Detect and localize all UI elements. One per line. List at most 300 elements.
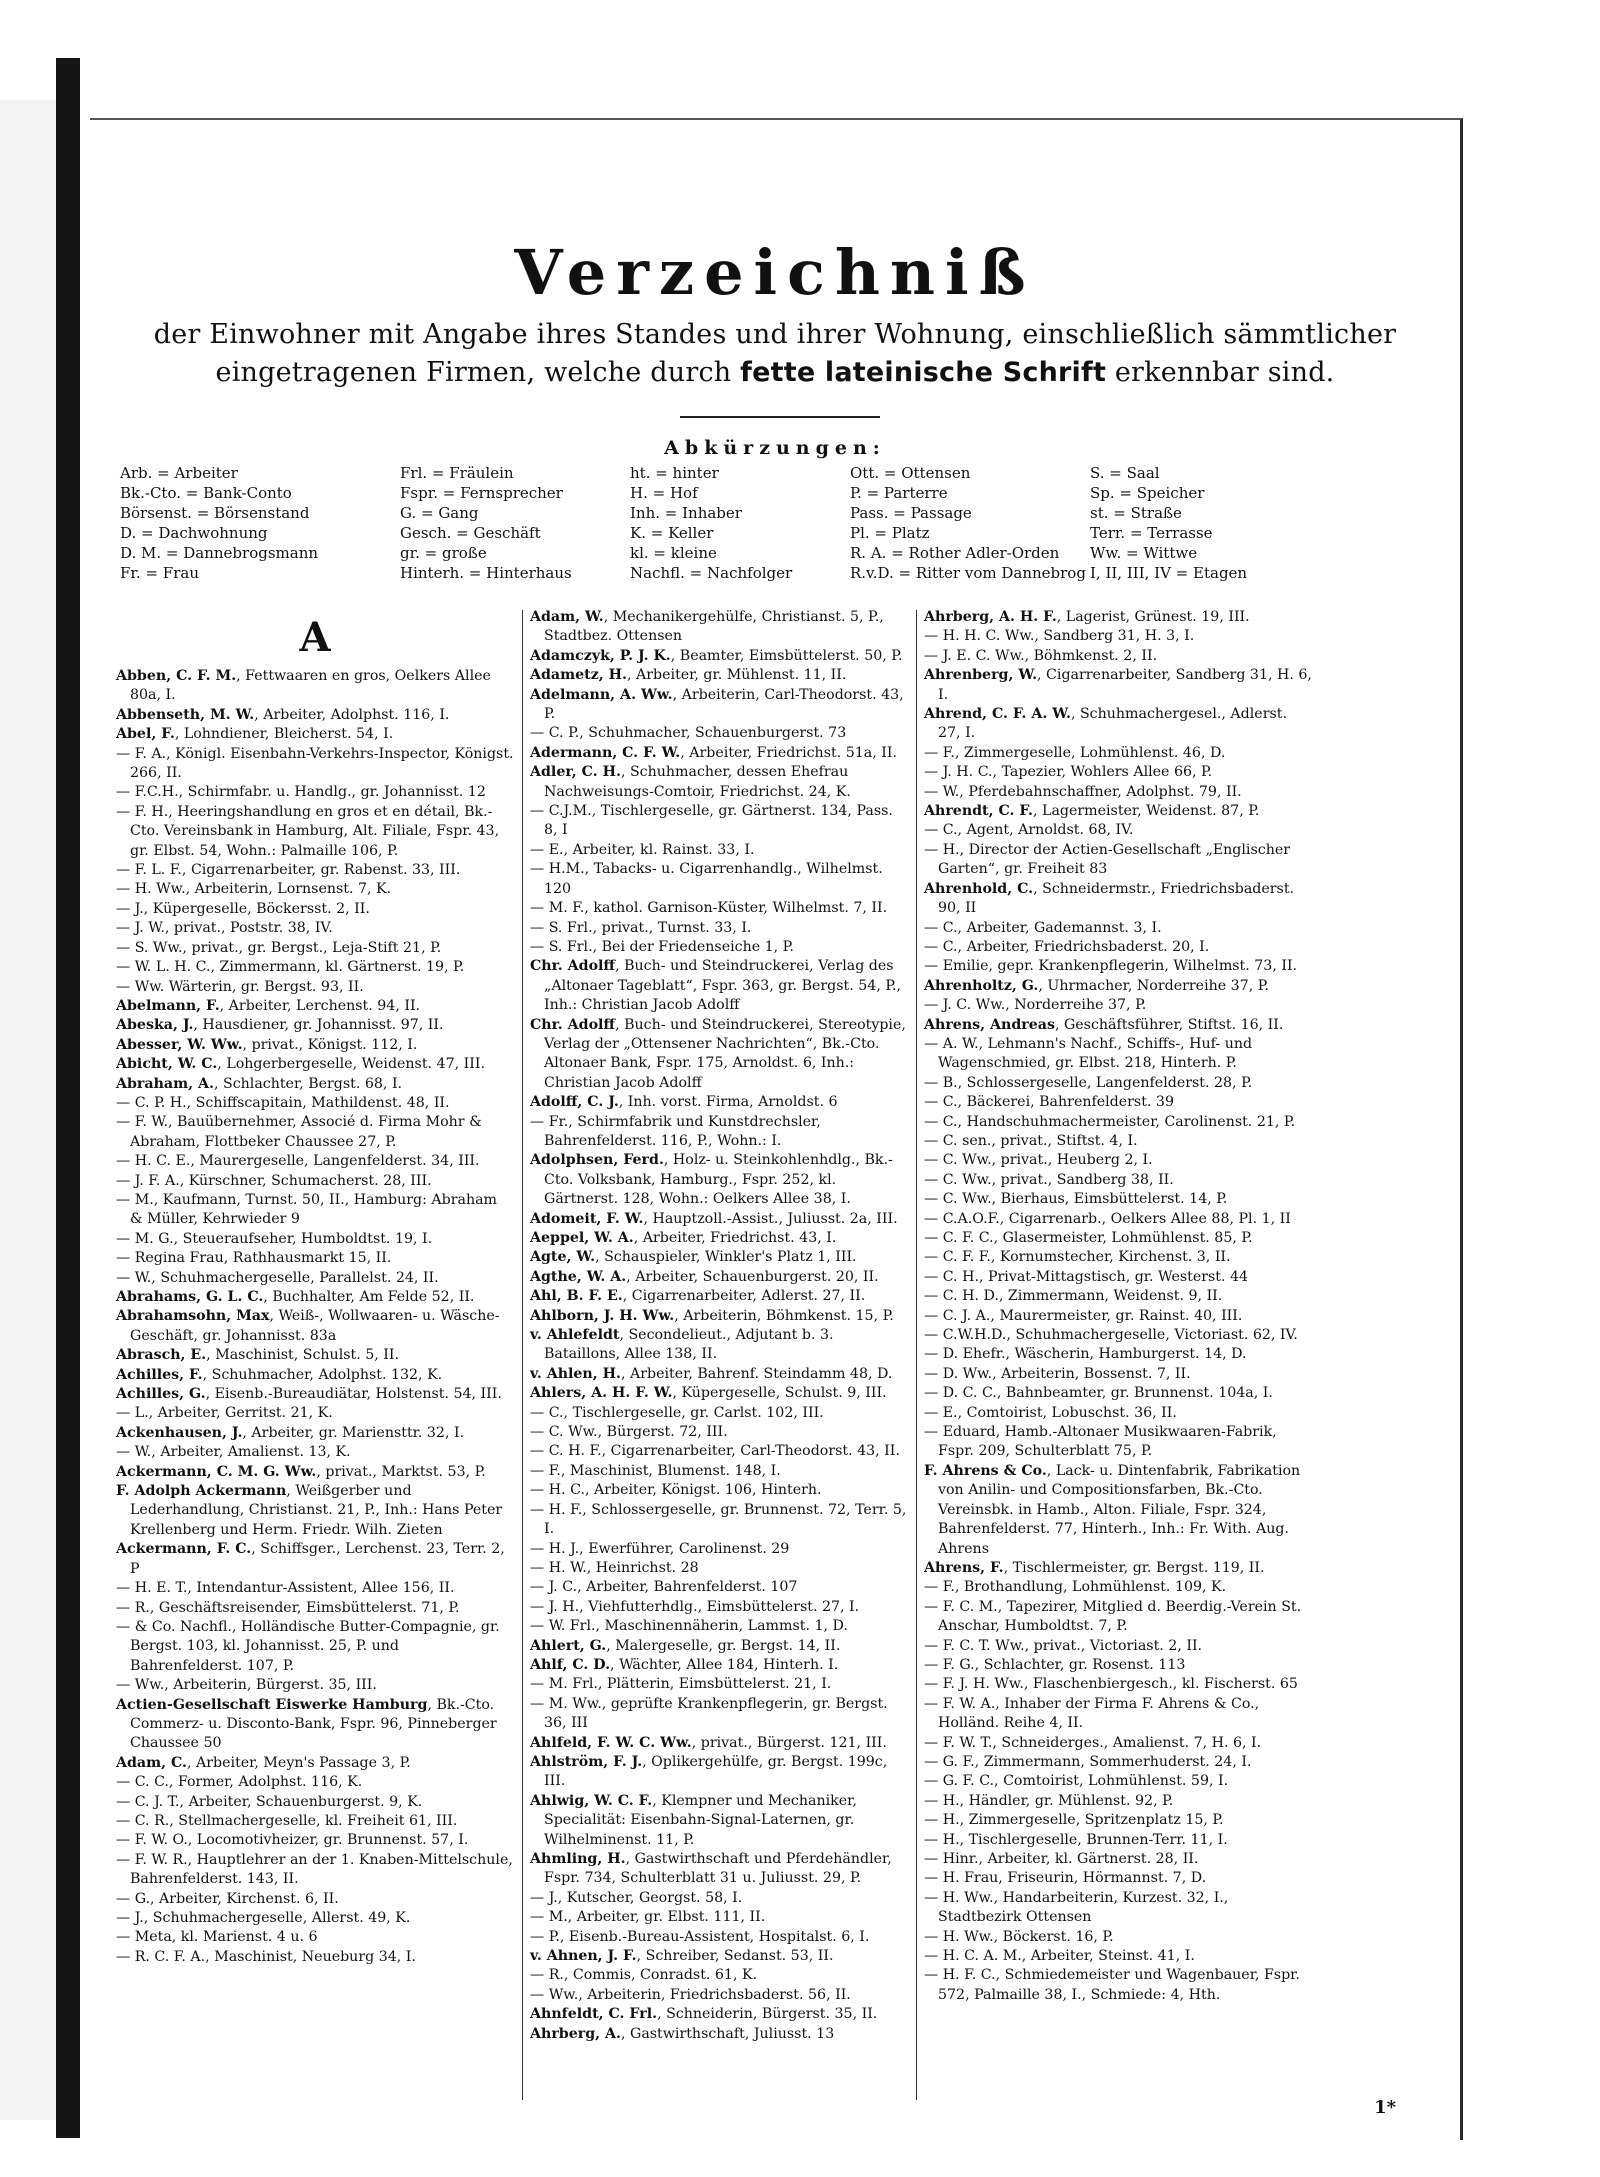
directory-entry <box>530 938 910 957</box>
directory-entry <box>116 1676 514 1695</box>
entry-name: Abeska, J. <box>116 1017 194 1034</box>
entry-details: — M. Frl., Plätterin, Eimsbüttelerst. 21, I. <box>530 1676 832 1693</box>
directory-entry <box>530 1365 910 1384</box>
subtitle-part2: erkennbar sind. <box>1106 357 1335 388</box>
entry-details: — F. L. F., Cigarrenarbeiter, gr. Rabenst. 33, III. <box>116 862 461 879</box>
entry-details: — R., Geschäftsreisender, Eimsbüttelerst. 71, P. <box>116 1599 460 1616</box>
entry-details: — Meta, kl. Marienst. 4 u. 6 <box>116 1929 318 1946</box>
directory-entry <box>530 1016 910 1094</box>
entry-details: , Inh. vorst. Firma, Arnoldst. 6 <box>618 1094 838 1111</box>
entry-details: , Arbeiter, Adolphst. 116, I. <box>254 706 450 723</box>
entry-details: — H., Tischlergeselle, Brunnen-Terr. 11, I. <box>924 1831 1228 1848</box>
entry-details: — W., Pferdebahnschaffner, Adolphst. 79, II. <box>924 783 1242 800</box>
directory-entry <box>924 744 1314 763</box>
directory-entry <box>530 1908 910 1927</box>
entry-details: — B., Schlossergeselle, Langenfelderst. 28, P. <box>924 1074 1253 1091</box>
directory-entry <box>116 1346 514 1365</box>
abbreviation-item: D. M. = Dannebrogsmann <box>120 544 319 562</box>
directory-entry <box>530 1307 910 1326</box>
entry-details: — F. W., Bauübernehmer, Associé d. Firma Mohr & Abraham, Flottbeker Chaussee 27, P. <box>116 1114 482 1150</box>
entry-details: — H. Frau, Friseurin, Hörmannst. 7, D. <box>924 1870 1207 1887</box>
directory-entry <box>924 1675 1314 1694</box>
subtitle-part1: der Einwohner mit Angabe ihres Standes und ihrer Wohnung, einschließlich sämmtlicher eingetragenen Firmen, welche durch <box>153 319 1397 388</box>
entry-details: — C. H. D., Zimmermann, Weidenst. 9, II. <box>924 1288 1223 1305</box>
abbreviation-item: Pass. = Passage <box>850 504 972 522</box>
abbreviations-column <box>1090 463 1247 583</box>
entry-name: Abel, F. <box>116 726 175 743</box>
entry-name: v. Ahnen, J. F. <box>530 1948 637 1965</box>
abbreviation-item: Hinterh. = Hinterhaus <box>400 564 572 582</box>
page <box>90 118 1463 2140</box>
abbreviation-item: P. = Parterre <box>850 484 948 502</box>
abbreviation-item: ht. = hinter <box>630 464 719 482</box>
entry-details: — S. Frl., Bei der Friedenseiche 1, P. <box>530 938 794 955</box>
entry-details: — C. P. H., Schiffscapitain, Mathildenst. 48, II. <box>116 1094 450 1111</box>
entry-details: — H. Ww., Böckerst. 16, P. <box>924 1928 1114 1945</box>
directory-entry <box>924 1268 1314 1287</box>
directory-entry <box>530 860 910 899</box>
entry-details: — C. F. F., Kornumstecher, Kirchenst. 3, II. <box>924 1249 1231 1266</box>
directory-entry <box>530 1481 910 1500</box>
entry-details: , Gastwirthschaft und Pferdehändler, Fspr. 734, Schulterblatt 31 u. Juliusst. 29, P. <box>544 1851 892 1887</box>
entry-details: , Arbeiter, Friedrichst. 51a, II. <box>680 744 897 761</box>
entry-details: — Hinr., Arbeiter, kl. Gärtnerst. 28, II. <box>924 1851 1199 1867</box>
directory-entry <box>924 666 1314 705</box>
entry-details: , Arbeiter, gr. Mariensttr. 32, I. <box>242 1424 465 1441</box>
abbreviation-item: Sp. = Speicher <box>1090 484 1205 502</box>
directory-entry <box>530 1404 910 1423</box>
directory-entry <box>530 724 910 743</box>
directory-entry <box>530 1326 910 1365</box>
directory-entry <box>924 1210 1314 1229</box>
directory-entry <box>530 1637 910 1656</box>
entry-details: — H. F. C., Schmiedemeister und Wagenbauer, Fspr. 572, Palmaille 38, I., Schmiede: 4, Hth. <box>924 1967 1300 2003</box>
entry-details: — H. Ww., Handarbeiterin, Kurzest. 32, I., Stadtbezirk Ottensen <box>924 1889 1229 1926</box>
directory-entry <box>116 939 514 958</box>
abbreviation-item: K. = Keller <box>630 524 714 542</box>
entry-details: — C. Ww., Bierhaus, Eimsbüttelerst. 14, P. <box>924 1191 1228 1208</box>
directory-entry <box>116 1618 514 1676</box>
entries-column-2 <box>530 608 910 2044</box>
directory-entry <box>116 1385 514 1404</box>
entry-details: — W., Schuhmachergeselle, Parallelst. 24, II. <box>116 1269 439 1286</box>
entry-details: — C. F. C., Glasermeister, Lohmühlenst. 85, P. <box>924 1230 1253 1246</box>
entry-details: , Maschinist, Schulst. 5, II. <box>206 1347 399 1364</box>
directory-entry <box>924 1016 1314 1035</box>
directory-entry <box>116 1249 514 1268</box>
entry-name: Adam, C. <box>116 1754 187 1771</box>
directory-entry <box>530 957 910 1015</box>
entry-details: , Fettwaaren en gros, Oelkers Allee 80a, I. <box>130 668 491 704</box>
directory-entry <box>116 803 514 861</box>
entry-details: — H. E. T., Intendantur-Assistent, Allee 156, II. <box>116 1580 455 1597</box>
directory-entry <box>924 1966 1314 2005</box>
directory-entry <box>116 880 514 899</box>
entry-details: , Schreiber, Sedanst. 53, II. <box>636 1948 834 1965</box>
abbreviation-item: Pl. = Platz <box>850 524 930 542</box>
directory-entry <box>530 1248 910 1267</box>
entry-details: , Mechanikergehülfe, Christianst. 5, P., Stadtbez. Ottensen <box>544 609 884 645</box>
abbreviation-item: Fr. = Frau <box>120 564 199 582</box>
directory-entry <box>924 938 1314 957</box>
directory-entry <box>924 1598 1314 1637</box>
entry-name: Achilles, G. <box>116 1386 206 1403</box>
entry-name: Chr. Adolff <box>530 1016 616 1033</box>
abbreviation-item: H. = Hof <box>630 484 698 502</box>
directory-entry <box>530 1501 910 1540</box>
entry-details: , Lack- u. Dintenfabrik, Fabrikation von Anilin- und Compositionsfarben, Bk.-Cto. Vereinsbk. in Hamb., Alton. Filiale, Fspr. 324, Bahrenfelderst. 77, Hinterh., Inh.: Fr. With. Aug. Ahrens <box>938 1462 1301 1557</box>
directory-entry <box>116 1579 514 1598</box>
directory-entry <box>116 1404 514 1423</box>
entry-name: Abelmann, F. <box>116 997 220 1014</box>
entry-name: Abraham, A. <box>116 1075 214 1092</box>
directory-entry <box>530 1559 910 1578</box>
section-letter: A <box>299 614 331 661</box>
directory-entry <box>530 802 910 841</box>
entry-details: , Lohndiener, Bleicherst. 54, I. <box>174 726 394 743</box>
entry-details: — C.J.M., Tischlergeselle, gr. Gärtnerst. 134, Pass. 8, I <box>530 803 893 839</box>
directory-entry <box>116 1113 514 1152</box>
directory-entry <box>116 745 514 784</box>
directory-entry <box>530 1617 910 1636</box>
directory-entry <box>116 900 514 919</box>
entry-details: , Wächter, Allee 184, Hinterh. I. <box>610 1656 839 1673</box>
entry-details: — C. sen., privat., Stiftst. 4, I. <box>924 1132 1138 1149</box>
entry-name: Ahrend, C. F. A. W. <box>924 706 1071 723</box>
entry-details: — C., Agent, Arnoldst. 68, IV. <box>924 822 1134 839</box>
directory-entry <box>924 1559 1314 1578</box>
entry-name: Adam, W. <box>530 609 604 625</box>
entry-details: , Holz- u. Steinkohlenhdlg., Bk.-Cto. Volksbank, Hamburg., Fspr. 252, kl. Gärtnerst. 128, Wohn.: Oelkers Allee 38, I. <box>544 1152 893 1208</box>
entry-details: — P., Eisenb.-Bureau-Assistent, Hospitalst. 6, I. <box>530 1928 870 1945</box>
entry-name: Ahlers, A. H. F. W. <box>530 1385 673 1402</box>
entry-details: — W. Frl., Maschinennäherin, Lammst. 1, D. <box>530 1618 848 1635</box>
directory-entry <box>924 1287 1314 1306</box>
entry-details: — H. F., Schlossergeselle, gr. Brunnenst. 72, Terr. 5, I. <box>530 1501 907 1538</box>
abbreviation-item: Ww. = Wittwe <box>1090 544 1198 562</box>
entry-details: — D. Ww., Arbeiterin, Bossenst. 7, II. <box>924 1365 1191 1382</box>
directory-entry <box>924 1869 1314 1888</box>
facing-page-edge <box>0 100 56 2120</box>
directory-entry <box>116 1773 514 1792</box>
entry-details: — R., Commis, Conradst. 61, K. <box>530 1967 758 1984</box>
directory-entry <box>924 1831 1314 1850</box>
directory-entry <box>116 1851 514 1890</box>
directory-entry <box>530 1889 910 1908</box>
entry-name: Ahrenholtz, G. <box>924 977 1039 994</box>
abbreviation-item: Nachfl. = Nachfolger <box>630 564 793 582</box>
directory-entry <box>116 997 514 1016</box>
directory-entry <box>924 763 1314 782</box>
entry-details: , Hauptzoll.-Assist., Juliusst. 2a, III. <box>643 1210 898 1227</box>
directory-entry <box>530 1113 910 1152</box>
directory-entry <box>924 1404 1314 1423</box>
abbreviation-item: G. = Gang <box>400 504 479 522</box>
abbreviation-item: R.v.D. = Ritter vom Dannebrog <box>850 564 1086 582</box>
entry-details: — C. H. F., Cigarrenarbeiter, Carl-Theodorst. 43, II. <box>530 1443 900 1460</box>
page-subtitle <box>120 316 1430 392</box>
directory-entry <box>924 1113 1314 1132</box>
abbreviation-item: Börsenst. = Börsenstand <box>120 504 310 522</box>
entry-details: , Arbeiter, Meyn's Passage 3, P. <box>187 1754 411 1771</box>
directory-entry <box>116 1540 514 1579</box>
abbreviation-item: kl. = kleine <box>630 544 717 562</box>
directory-entry <box>924 705 1314 744</box>
abbreviation-item: Ott. = Ottensen <box>850 464 971 482</box>
entry-details: — A. W., Lehmann's Nachf., Schiffs-, Huf- und Wagenschmied, gr. Elbst. 218, Hinterh. P. <box>924 1035 1253 1072</box>
entry-name: Adametz, H. <box>530 667 627 684</box>
entry-name: Ahrens, Andreas <box>924 1016 1055 1033</box>
entry-name: Abicht, W. C. <box>116 1056 218 1073</box>
directory-entry <box>116 1482 514 1540</box>
entry-name: Adolphsen, Ferd. <box>530 1152 664 1169</box>
directory-entry <box>530 1540 910 1559</box>
entry-details: , Weiß-, Wollwaaren- u. Wäsche-Geschäft, gr. Johannisst. 83a <box>130 1308 500 1344</box>
entry-details: , Tischlermeister, gr. Bergst. 119, II. <box>1003 1559 1265 1576</box>
abbreviation-item: D. = Dachwohnung <box>120 524 268 542</box>
directory-entry <box>530 841 910 860</box>
entry-details: — C. H., Privat-Mittagstisch, gr. Westerst. 44 <box>924 1268 1249 1285</box>
directory-entry <box>530 1850 910 1889</box>
directory-entry <box>116 1094 514 1113</box>
entry-details: , Arbeiter, Lerchenst. 94, II. <box>219 997 421 1014</box>
directory-entry <box>530 1753 910 1792</box>
directory-entry <box>530 1287 910 1306</box>
directory-entry <box>116 1172 514 1191</box>
entry-details: — J., Küpergeselle, Böckersst. 2, II. <box>116 900 370 917</box>
entry-details: , Lagermeister, Weidenst. 87, P. <box>1033 803 1260 820</box>
directory-entry <box>116 978 514 997</box>
directory-entry <box>530 686 910 725</box>
directory-entry <box>116 783 514 802</box>
directory-entry <box>924 880 1314 919</box>
directory-entry <box>924 1462 1314 1559</box>
directory-entry <box>530 1966 910 1985</box>
abbreviation-item: gr. = große <box>400 544 487 562</box>
abbreviation-item: Terr. = Terrasse <box>1090 524 1213 542</box>
entry-name: Ahrberg, A. <box>530 2025 621 2042</box>
directory-entry <box>924 1345 1314 1364</box>
entry-details: — D. Ehefr., Wäscherin, Hamburgerst. 14, D. <box>924 1346 1247 1363</box>
directory-entry <box>530 1210 910 1229</box>
entry-details: — F., Maschinist, Blumenst. 148, I. <box>530 1462 781 1479</box>
entry-details: — H., Director der Actien-Gesellschaft „Englischer Garten“, gr. Freiheit 83 <box>924 841 1291 878</box>
directory-entry <box>924 1656 1314 1675</box>
entry-details: , Arbeiterin, Carl-Theodorst. 43, P. <box>544 686 904 723</box>
entry-details: — C. J. A., Maurermeister, gr. Rainst. 40, III. <box>924 1307 1243 1324</box>
abbreviations-heading: Abkürzungen: <box>664 437 886 459</box>
entry-name: F. Ahrens & Co. <box>924 1462 1047 1479</box>
directory-entry <box>116 1812 514 1831</box>
entry-details: , Arbeiter, Bahrenf. Steindamm 48, D. <box>620 1365 893 1382</box>
entry-details: , Arbeiter, Schauenburgerst. 20, II. <box>626 1268 879 1285</box>
entry-details: , Schneiderin, Bürgerst. 35, II. <box>657 2006 878 2023</box>
directory-entry <box>924 1637 1314 1656</box>
entry-name: Adler, C. H. <box>530 764 621 781</box>
entry-details: — R. C. F. A., Maschinist, Neueburg 34, I. <box>116 1948 416 1965</box>
title-rule <box>680 416 880 418</box>
entry-name: Adomeit, F. W. <box>530 1210 644 1227</box>
directory-entry <box>116 1075 514 1094</box>
directory-entry <box>530 1093 910 1112</box>
directory-entry <box>530 1792 910 1850</box>
directory-entry <box>924 1753 1314 1772</box>
entry-details: — W., Arbeiter, Amalienst. 13, K. <box>116 1444 351 1461</box>
directory-entry <box>924 1811 1314 1830</box>
entry-details: — J. E. C. Ww., Böhmkenst. 2, II. <box>924 647 1158 664</box>
directory-entry <box>924 1248 1314 1267</box>
entry-details: — C. P., Schuhmacher, Schauenburgerst. 73 <box>530 725 847 742</box>
entry-details: — C.A.O.F., Cigarrenarb., Oelkers Allee 88, Pl. 1, II <box>924 1210 1291 1227</box>
abbreviation-item: st. = Straße <box>1090 504 1182 522</box>
entry-details: — H. Ww., Arbeiterin, Lornsenst. 7, K. <box>116 881 392 898</box>
entry-details: — Eduard, Hamb.-Altonaer Musikwaaren-Fabrik, Fspr. 209, Schulterblatt 75, P. <box>924 1424 1277 1460</box>
entry-name: Ahrberg, A. H. F. <box>924 609 1057 625</box>
directory-entry <box>530 608 910 647</box>
directory-entry <box>116 1307 514 1346</box>
entry-details: — E., Comtoirist, Lobuschst. 36, II. <box>924 1404 1177 1421</box>
entry-details: — J., Kutscher, Georgst. 58, I. <box>530 1889 743 1906</box>
page-title: Verzeichniß <box>514 236 1036 309</box>
entry-details: — D. C. C., Bahnbeamter, gr. Brunnenst. 104a, I. <box>924 1385 1273 1402</box>
entry-details: — F.C.H., Schirmfabr. u. Handlg., gr. Johannisst. 12 <box>116 784 486 801</box>
entry-name: Actien-Gesellschaft Eiswerke Hamburg <box>116 1696 428 1713</box>
entry-name: Abben, C. F. M. <box>116 668 237 684</box>
directory-entry <box>924 1384 1314 1403</box>
directory-entry <box>924 1889 1314 1928</box>
entry-details: , Gastwirthschaft, Juliusst. 13 <box>620 2025 835 2042</box>
directory-entry <box>530 647 910 666</box>
entry-details: — C. Ww., privat., Sandberg 38, II. <box>924 1171 1174 1188</box>
directory-entry <box>116 1909 514 1928</box>
directory-entry <box>530 1734 910 1753</box>
entry-name: Ahnfeldt, C. Frl. <box>530 2006 658 2023</box>
entry-details: , Eisenb.-Bureaudiätar, Holstenst. 54, III. <box>205 1386 502 1403</box>
entry-details: — C., Bäckerei, Bahrenfelderst. 39 <box>924 1094 1174 1111</box>
directory-entry <box>924 1151 1314 1170</box>
entry-details: , Weißgerber und Lederhandlung, Christianst. 21, P., Inh.: Hans Peter Krellenberg und Herm. Friedr. Wilh. Zieten <box>130 1483 503 1538</box>
entry-name: Abrasch, E. <box>116 1347 207 1364</box>
entry-details: — C. J. T., Arbeiter, Schauenburgerst. 9, K. <box>116 1793 423 1810</box>
directory-entry <box>116 667 514 706</box>
entry-details: — G. F., Zimmermann, Sommerhuderst. 24, I. <box>924 1753 1252 1770</box>
entry-details: — H. C., Arbeiter, Königst. 106, Hinterh. <box>530 1482 822 1499</box>
directory-entry <box>530 1986 910 2005</box>
directory-entry <box>924 1850 1314 1869</box>
directory-entry <box>924 1734 1314 1753</box>
directory-entry <box>116 1288 514 1307</box>
entry-details: — & Co. Nachfl., Holländische Butter-Compagnie, gr. Bergst. 103, kl. Johannisst. 25, P. und Bahrenfelderst. 107, P. <box>116 1618 500 1674</box>
directory-entry <box>116 725 514 744</box>
directory-entry <box>924 1423 1314 1462</box>
entry-details: — F., Brothandlung, Lohmühlenst. 109, K. <box>924 1579 1227 1596</box>
entry-details: — F. W. A., Inhaber der Firma F. Ahrens & Co., Holländ. Reihe 4, II. <box>924 1695 1260 1732</box>
entry-details: — F., Zimmergeselle, Lohmühlenst. 46, D. <box>924 744 1226 761</box>
entry-details: , Hausdiener, gr. Johannisst. 97, II. <box>193 1017 444 1034</box>
directory-entry <box>116 1948 514 1967</box>
abbreviation-item: Frl. = Fräulein <box>400 464 514 482</box>
entry-name: Ackermann, F. C. <box>116 1541 252 1558</box>
directory-entry <box>116 706 514 725</box>
directory-entry <box>530 2005 910 2024</box>
directory-entry <box>116 1191 514 1230</box>
directory-entry <box>924 647 1314 666</box>
directory-entry <box>530 1947 910 1966</box>
entry-details: — J. F. A., Kürschner, Schumacherst. 28, III. <box>116 1172 432 1189</box>
directory-entry <box>924 608 1314 627</box>
directory-entry <box>116 1443 514 1462</box>
entry-details: — Emilie, gepr. Krankenpflegerin, Wilhelmst. 73, II. <box>924 958 1298 975</box>
directory-entry <box>924 1171 1314 1190</box>
entries-column-3 <box>924 608 1314 2005</box>
directory-entry <box>116 1754 514 1773</box>
entry-name: Agthe, W. A. <box>530 1268 627 1285</box>
entry-details: , Schlachter, Bergst. 68, I. <box>213 1075 403 1092</box>
entry-details: — G. F. C., Comtoirist, Lohmühlenst. 59, I. <box>924 1773 1229 1790</box>
entry-name: Achilles, F. <box>116 1366 203 1383</box>
entry-details: , Arbeiter, Friedrichst. 43, I. <box>633 1230 837 1246</box>
entry-details: — E., Arbeiter, kl. Rainst. 33, I. <box>530 841 755 858</box>
entry-details: — W. L. H. C., Zimmermann, kl. Gärtnerst. 19, P. <box>116 959 465 976</box>
entry-name: Chr. Adolff <box>530 958 616 975</box>
entry-details: — Ww. Wärterin, gr. Bergst. 93, II. <box>116 978 364 995</box>
directory-entry <box>530 1423 910 1442</box>
directory-entry <box>924 996 1314 1015</box>
entry-details: , Küpergeselle, Schulst. 9, III. <box>672 1385 887 1402</box>
entry-details: , Secondelieut., Adjutant b. 3. Bataillons, Allee 138, II. <box>544 1327 834 1363</box>
entry-name: Aeppel, W. A. <box>530 1230 634 1246</box>
directory-entry <box>530 1229 910 1248</box>
entry-details: — C. R., Stellmachergeselle, kl. Freiheit 61, III. <box>116 1812 458 1829</box>
abbreviation-item: Fspr. = Fernsprecher <box>400 484 563 502</box>
entry-name: Adamczyk, P. J. K. <box>530 647 671 664</box>
entry-details: — M., Arbeiter, gr. Elbst. 111, II. <box>530 1909 766 1926</box>
entry-name: Ahlström, F. J. <box>530 1753 643 1770</box>
directory-entry <box>924 821 1314 840</box>
entry-details: — H.M., Tabacks- u. Cigarrenhandlg., Wilhelmst. 120 <box>530 861 883 897</box>
directory-entry <box>116 1696 514 1754</box>
abbreviation-item: Gesch. = Geschäft <box>400 524 541 542</box>
entry-name: v. Ahlen, H. <box>530 1365 621 1382</box>
entry-name: Ahmling, H. <box>530 1851 626 1867</box>
entry-details: — M., Kaufmann, Turnst. 50, II., Hamburg: Abraham & Müller, Kehrwieder 9 <box>116 1191 498 1228</box>
directory-entry <box>530 2025 910 2044</box>
entry-details: , Malergeselle, gr. Bergst. 14, II. <box>606 1637 841 1654</box>
directory-entry <box>530 1928 910 1947</box>
directory-entry <box>116 1424 514 1443</box>
entry-details: — H., Händler, gr. Mühlenst. 92, P. <box>924 1792 1174 1809</box>
entry-name: Adelmann, A. Ww. <box>530 686 673 703</box>
entry-name: Ahl, B. F. E. <box>530 1288 623 1305</box>
entry-details: — Regina Frau, Rathhausmarkt 15, II. <box>116 1250 392 1267</box>
directory-entry <box>116 1463 514 1482</box>
directory-entry <box>530 1598 910 1617</box>
entry-details: , Oplikergehülfe, gr. Bergst. 199c, III. <box>544 1753 888 1790</box>
entry-details: — H. W., Heinrichst. 28 <box>530 1559 699 1576</box>
entry-details: — S. Ww., privat., gr. Bergst., Leja-Stift 21, P. <box>116 939 442 956</box>
entry-details: — H., Zimmergeselle, Spritzenplatz 15, P. <box>924 1812 1224 1829</box>
entry-details: , Geschäftsführer, Stiftst. 16, II. <box>1054 1016 1284 1033</box>
entry-details: — F. A., Königl. Eisenbahn-Verkehrs-Inspector, Königst. 266, II. <box>116 745 514 782</box>
entry-details: , Schauspieler, Winkler's Platz 1, III. <box>595 1249 857 1266</box>
entry-details: — C. Ww., privat., Heuberg 2, I. <box>924 1152 1153 1169</box>
entry-details: , privat., Marktst. 53, P. <box>316 1463 486 1480</box>
entry-details: — J. H., Viehfutterhdlg., Eimsbüttelerst. 27, I. <box>530 1598 860 1615</box>
entry-name: Abrahams, G. L. C. <box>116 1289 264 1305</box>
entry-name: Adolff, C. J. <box>530 1094 619 1111</box>
entry-name: Abbenseth, M. W. <box>116 706 255 723</box>
entry-name: Abesser, W. Ww. <box>116 1036 243 1053</box>
